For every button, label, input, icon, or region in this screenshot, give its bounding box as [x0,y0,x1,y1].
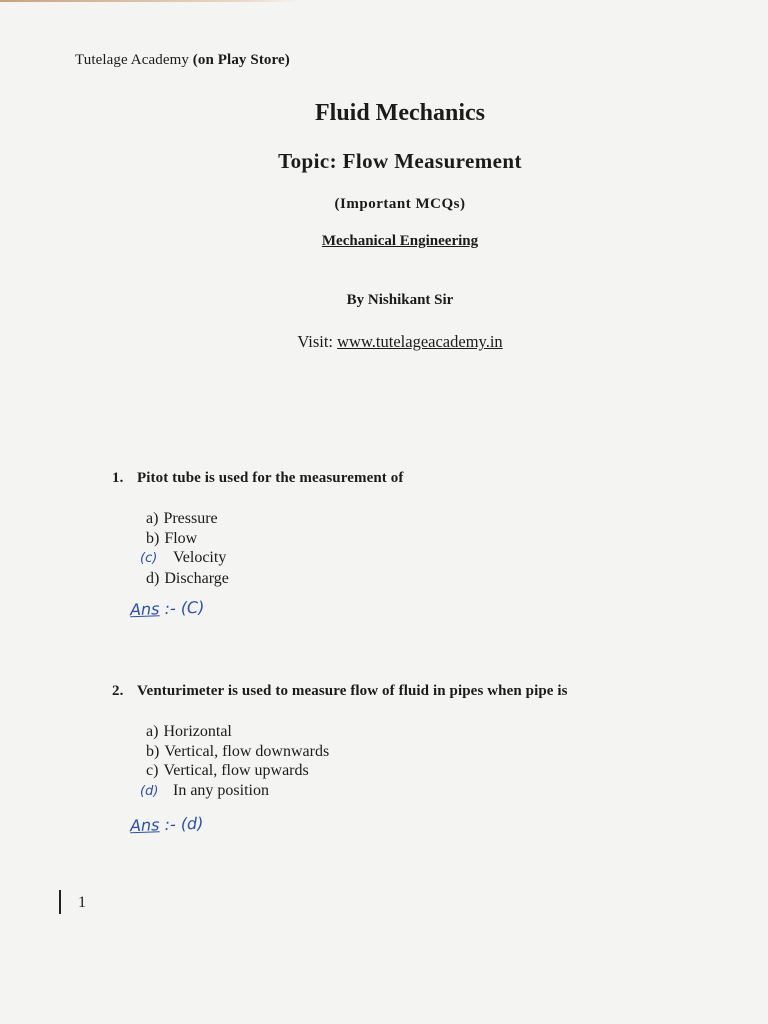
option-b [146,742,329,762]
answer-value: :- (C) [159,597,205,619]
option-letter: a) [146,510,159,527]
question-number: 2. [112,683,124,699]
answer-prefix: Ans [129,815,160,836]
option-text: Vertical, flow upwards [163,762,309,779]
options-list-1 [140,509,229,588]
subtitle: (Important MCQs) [334,196,466,212]
option-text: Flow [164,529,198,547]
top-edge-shadow [0,0,300,2]
option-text: Pressure [163,510,218,527]
option-text: Horizontal [163,723,232,740]
option-b [146,529,229,549]
question-text: Pitot tube is used for the measurement of [137,470,404,486]
option-d [146,569,229,589]
handwritten-answer-1 [130,598,205,620]
handwritten-answer-2 [130,814,204,836]
option-d [140,781,329,802]
option-letter: c) [146,762,159,779]
option-letter: d) [146,569,160,587]
header-store: (on Play Store) [188,52,290,68]
page-margin-bar [59,890,61,914]
department: Mechanical Engineering [321,233,479,249]
author: By Nishikant Sir [346,292,454,308]
topic-heading: Topic: Flow Measurement [278,149,522,173]
option-c [140,548,229,569]
option-a [146,722,329,742]
page-number: 1 [78,894,86,911]
option-text: Vertical, flow downwards [164,742,330,760]
option-text: In any position [173,781,269,799]
option-letter: a) [146,723,159,740]
visit-label: Visit: [297,332,338,351]
website-link[interactable]: www.tutelageacademy.in [337,332,503,351]
option-a [146,509,229,529]
option-letter-marked: (d) [140,783,159,799]
answer-prefix: Ans [129,599,160,620]
question-text: Venturimeter is used to measure flow of fluid in pipes when pipe is [137,683,568,699]
option-letter: b) [146,529,160,547]
question-1 [112,470,403,487]
question-2 [112,683,568,700]
option-letter: b) [146,742,160,760]
options-list-2 [140,722,330,801]
page-title: Fluid Mechanics [314,100,485,126]
option-letter-marked: (c) [140,551,158,566]
option-text: Discharge [164,569,229,587]
option-c [146,761,329,781]
header-note [75,52,290,69]
question-number: 1. [112,470,124,486]
visit-line [0,332,768,352]
answer-value: :- (d) [159,813,204,835]
option-text: Velocity [173,549,227,566]
header-academy: Tutelage Academy [75,52,189,68]
